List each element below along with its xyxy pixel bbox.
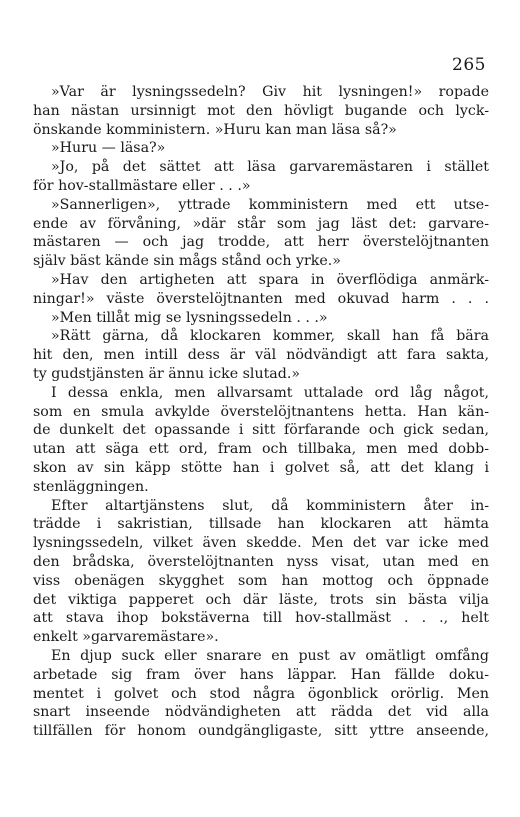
text-line: hit den, men intill dess är väl nödvändigt att fara sakta, — [33, 347, 489, 364]
text-line: mästaren — och jag trodde, att herr överstelöjtnanten — [33, 234, 489, 251]
text-line: tillfällen för honom oundgängligaste, sitt yttre anseende, — [33, 723, 489, 740]
text-line: trädde i sakristian, tillsade han klockaren att hämta — [33, 516, 489, 533]
text-line: skon av sin käpp stötte han i golvet så, att det klang i — [33, 459, 489, 476]
text-line: ty gudstjänsten är ännu icke slutad.» — [33, 365, 301, 382]
text-line: som en smula avkylde överstelöjtnantens hetta. Han kän- — [33, 403, 489, 420]
text-line: att stava ihop bokstäverna till hov-stallmäst . . ., helt — [33, 610, 489, 627]
text-line: En djup suck eller snarare en pust av omätligt omfång — [51, 647, 489, 664]
text-line: för hov-stallmästare eller . . .» — [33, 177, 251, 194]
text-line: ende av förvåning, »där står som jag läst det: garvare- — [33, 215, 489, 232]
text-line: I dessa enkla, men allvarsamt uttalade ord låg något, — [51, 384, 489, 401]
text-line: den brådska, överstelöjtnanten nyss visat, utan med en — [33, 553, 489, 570]
text-line: enkelt »garvaremästare». — [33, 629, 219, 646]
text-line: »Men tillåt mig se lysningssedeln . . .» — [51, 309, 328, 326]
text-line: viss obenägen skygghet som han mottog och öppnade — [33, 572, 489, 589]
text-line: snart inseende nödvändigheten att rädda det vid alla — [33, 704, 489, 721]
text-line: »Hav den artigheten att spara in överflödiga anmärk- — [51, 271, 489, 288]
text-line: »Sannerligen», yttrade komministern med ett utse- — [51, 196, 489, 213]
body-text — [33, 83, 489, 741]
text-line: önskande komministern. »Huru kan man läsa så?» — [33, 121, 397, 138]
text-line: stenläggningen. — [33, 478, 149, 495]
text-line: han nästan ursinnigt mot den hövligt bugande och lyck- — [33, 102, 489, 119]
page-number: 265 — [452, 55, 486, 75]
text-line: »Rätt gärna, då klockaren kommer, skall han få bära — [51, 328, 489, 345]
text-line: själv bäst kände sin mågs stånd och yrke.» — [33, 253, 341, 270]
text-line: »Jo, på det sättet att läsa garvaremästaren i stället — [51, 159, 489, 176]
text-line: arbetade sig fram över hans läppar. Han fällde doku- — [33, 666, 489, 683]
text-line: det viktiga papperet och där läste, trots sin bästa vilja — [33, 591, 489, 608]
text-line: »Huru — läsa?» — [51, 140, 166, 157]
text-line: Efter altartjänstens slut, då komministern åter in- — [51, 497, 489, 514]
text-line: de dunkelt det opassande i sitt förfarande och gick sedan, — [33, 422, 489, 439]
text-line: mentet i golvet och stod några ögonblick orörlig. Men — [33, 685, 489, 702]
text-line: lysningssedeln, vilket även skedde. Men det var icke med — [33, 535, 489, 552]
text-line: »Var är lysningssedeln? Giv hit lysningen!» ropade — [51, 84, 489, 100]
text-line: ningar!» väste överstelöjtnanten med okuvad harm . . . — [33, 290, 489, 307]
text-line: utan att säga ett ord, fram och tillbaka, men med dobb- — [33, 441, 489, 458]
